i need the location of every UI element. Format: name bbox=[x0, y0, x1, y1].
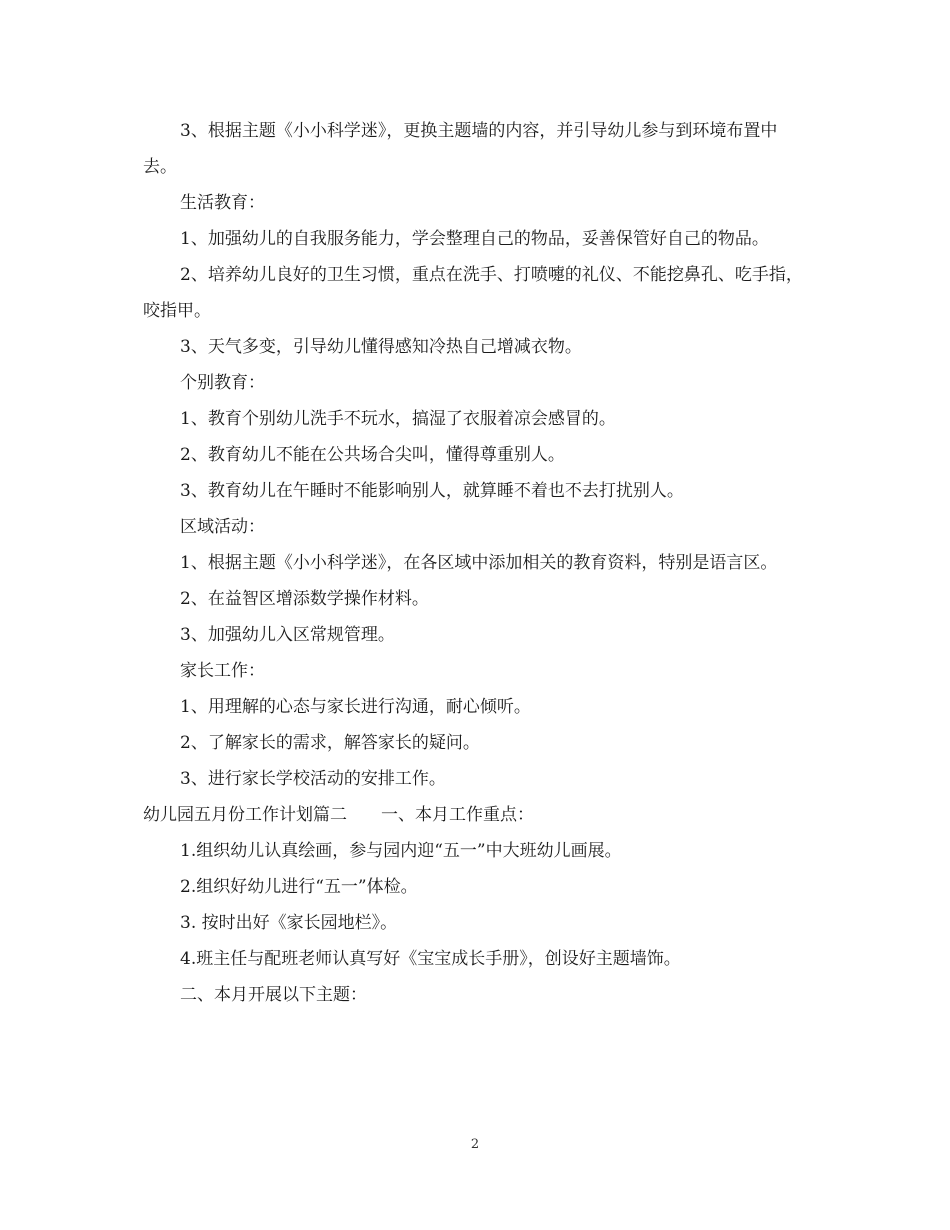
section-heading-themes: 二、本月开展以下主题： bbox=[180, 985, 367, 1005]
document-body bbox=[143, 113, 808, 1013]
paragraph: 1、用理解的心态与家长进行沟通，耐心倾听。 bbox=[180, 697, 531, 717]
paragraph: 3、加强幼儿入区常规管理。 bbox=[180, 625, 395, 645]
paragraph: 3、天气多变，引导幼儿懂得感知冷热自己增减衣物。 bbox=[180, 337, 582, 357]
paragraph: 1、加强幼儿的自我服务能力，学会整理自己的物品，妥善保管好自己的物品。 bbox=[180, 229, 769, 249]
paragraph: 3、进行家长学校活动的安排工作。 bbox=[180, 769, 446, 789]
paragraph: 1、根据主题《小小科学迷》，在各区域中添加相关的教育资料，特别是语言区。 bbox=[180, 553, 778, 573]
section-heading-life-education: 生活教育： bbox=[180, 193, 265, 213]
paragraph: 4.班主任与配班老师认真写好《宝宝成长手册》，创设好主题墙饰。 bbox=[180, 949, 681, 969]
section-title-plan-part-two: 幼儿园五月份工作计划篇二 一、本月工作重点： bbox=[143, 805, 534, 825]
section-heading-area-activities: 区域活动： bbox=[180, 517, 265, 537]
paragraph: 2、培养幼儿良好的卫生习惯，重点在洗手、打喷嚏的礼仪、不能挖鼻孔、吃手指，咬指甲。 bbox=[143, 265, 803, 321]
paragraph: 3、根据主题《小小科学迷》，更换主题墙的内容，并引导幼儿参与到环境布置中去。 bbox=[143, 121, 778, 177]
paragraph: 2、教育幼儿不能在公共场合尖叫，懂得尊重别人。 bbox=[180, 445, 565, 465]
paragraph: 3、教育幼儿在午睡时不能影响别人，就算睡不着也不去打扰别人。 bbox=[180, 481, 684, 501]
paragraph: 1、教育个别幼儿洗手不玩水，搞湿了衣服着凉会感冒的。 bbox=[180, 409, 616, 429]
paragraph: 1.组织幼儿认真绘画，参与园内迎“五一”中大班幼儿画展。 bbox=[180, 841, 622, 861]
paragraph: 2、了解家长的需求，解答家长的疑问。 bbox=[180, 733, 480, 753]
page-number: 2 bbox=[470, 1137, 480, 1152]
section-heading-individual-education: 个别教育： bbox=[180, 373, 265, 393]
paragraph: 3. 按时出好《家长园地栏》。 bbox=[180, 913, 398, 933]
paragraph: 2.组织好幼儿进行“五一”体检。 bbox=[180, 877, 418, 897]
section-heading-parent-work: 家长工作： bbox=[180, 661, 265, 681]
paragraph: 2、在益智区增添数学操作材料。 bbox=[180, 589, 429, 609]
